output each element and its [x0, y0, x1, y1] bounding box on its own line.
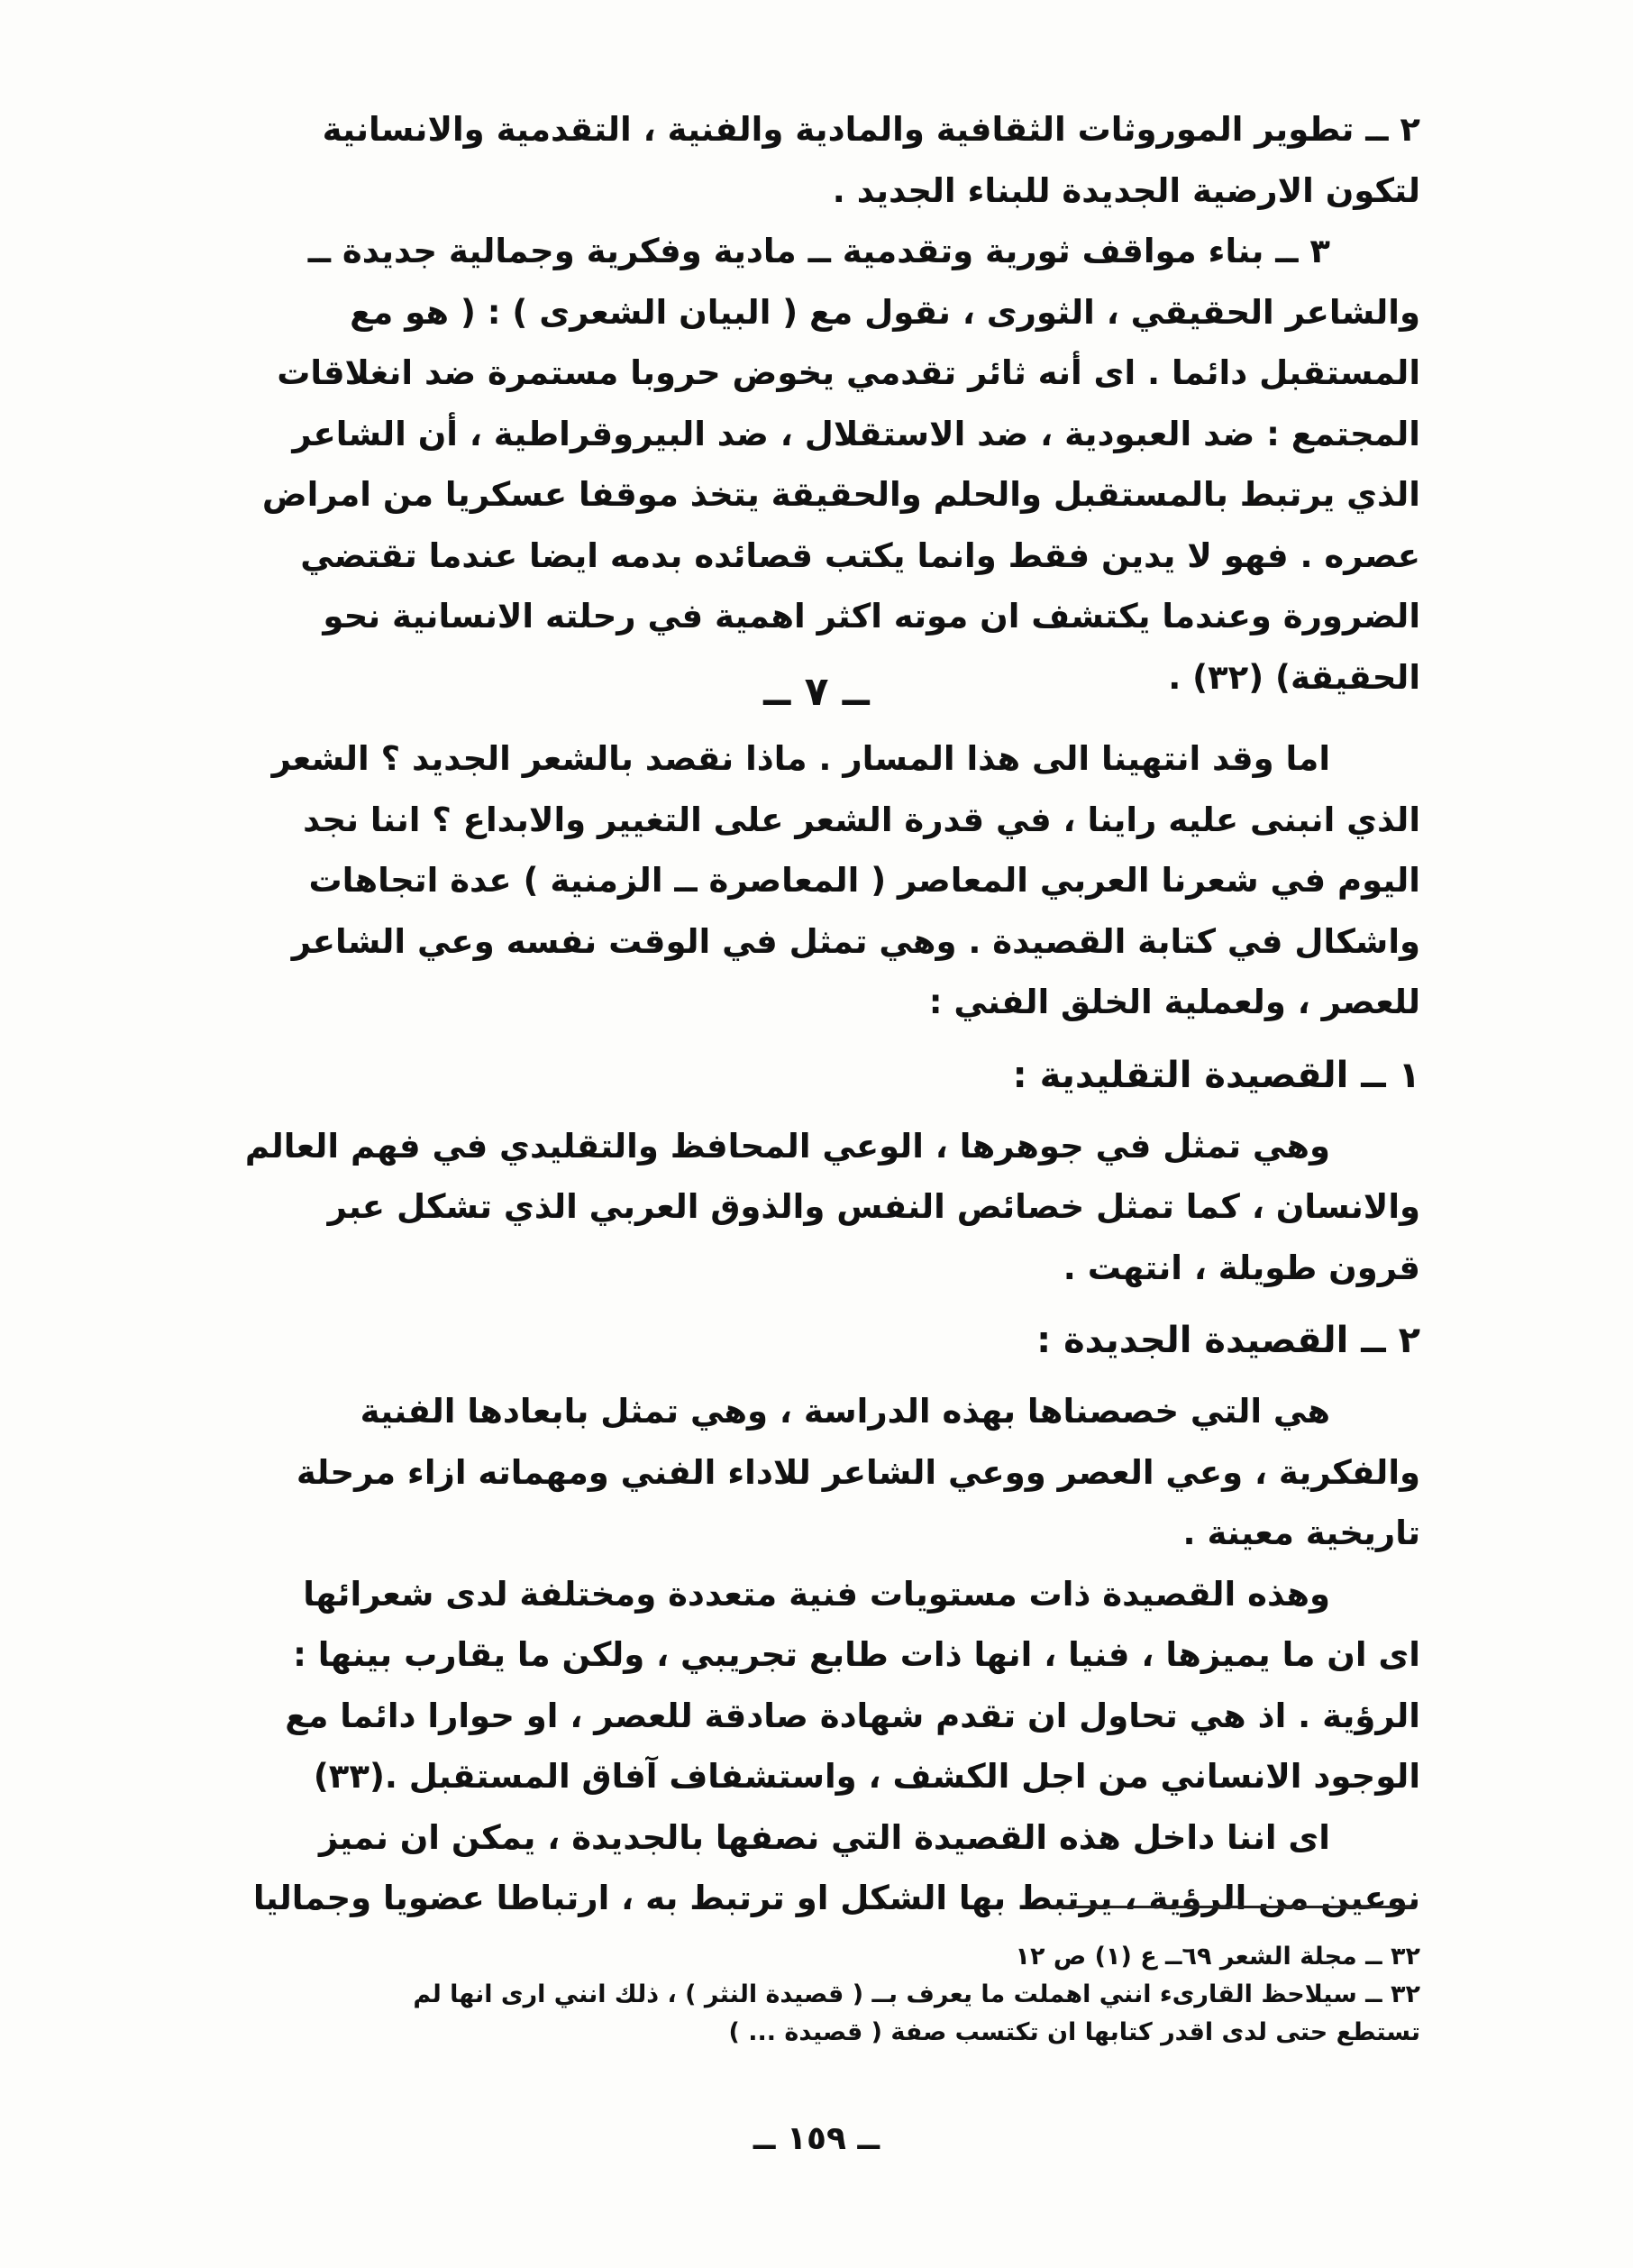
text-line: هي التي خصصناها بهذه الدراسة ، وهي تمثل بابعادها الفنية	[360, 1392, 1330, 1431]
text-line: اى اننا داخل هذه القصيدة التي نصفها بالجديدة ، يمكن ان نميز	[319, 1817, 1330, 1857]
heading-new-poem: ٢ ــ القصيدة الجديدة :	[1036, 1320, 1420, 1361]
text-line: للعصر ، ولعملية الخلق الفني :	[928, 983, 1420, 1021]
text-line: والانسان ، كما تمثل خصائص النفس والذوق العربي الذي تشكل عبر	[327, 1187, 1420, 1226]
text-line: الذي يرتبط بالمستقبل والحلم والحقيقة يتخذ موقفا عسكريا من امراض	[261, 475, 1420, 514]
text-line: المجتمع : ضد العبودية ، ضد الاستقلال ، ضد البيروقراطية ، أن الشاعر	[292, 414, 1420, 453]
page-number: ــ ١٥٩ ــ	[753, 2120, 880, 2157]
body-text-main	[213, 728, 1420, 1929]
heading-traditional-poem: ١ ــ القصيدة التقليدية :	[1012, 1054, 1420, 1096]
text-line: الحقيقة) (٣٢) .	[1168, 657, 1420, 697]
text-line: قرون طويلة ، انتهت .	[1063, 1248, 1420, 1287]
text-line: ٢ ــ تطوير الموروثات الثقافية والمادية والفنية ، التقدمية والانسانية	[322, 110, 1420, 149]
text-line: والشاعر الحقيقي ، الثورى ، نقول مع ( البيان الشعرى ) : ( هو مع	[350, 292, 1420, 332]
text-line: ٣ ــ بناء مواقف ثورية وتقدمية ــ مادية وفكرية وجمالية جديدة ــ	[307, 232, 1330, 270]
text-line: وهي تمثل في جوهرها ، الوعي المحافظ والتقليدي في فهم العالم	[244, 1126, 1330, 1166]
text-line: الرؤية . اذ هي تحاول ان تقدم شهادة صادقة للعصر ، او حوارا دائما مع	[285, 1696, 1420, 1735]
text-line: اليوم في شعرنا العربي المعاصر ( المعاصرة ــ الزمنية ) عدة اتجاهات	[308, 861, 1420, 900]
footnote: ٣٢ ــ مجلة الشعر ٦٩ــ ع (١) ص ١٢	[1015, 1943, 1420, 1971]
text-line: والفكرية ، وعي العصر ووعي الشاعر للاداء الفني ومهماته ازاء مرحلة	[296, 1452, 1420, 1492]
section-number: ــ ٧ ــ	[763, 669, 870, 715]
text-line: تاريخية معينة .	[1182, 1514, 1420, 1552]
text-line: الضرورة وعندما يكتشف ان موته اكثر اهمية في رحلته الانسانية نحو	[323, 597, 1420, 636]
text-line: الوجود الانساني من اجل الكشف ، واستشفاف آفاق المستقبل .(٣٣)	[313, 1757, 1420, 1796]
body-text-top	[213, 99, 1420, 708]
text-line: اما وقد انتهينا الى هذا المسار . ماذا نقصد بالشعر الجديد ؟ الشعر	[271, 739, 1330, 778]
text-line: اى ان ما يميزها ، فنيا ، انها ذات طابع تجريبي ، ولكن ما يقارب بينها :	[293, 1635, 1420, 1674]
footnote-divider	[1054, 1906, 1415, 1908]
footnote: ٣٢ ــ سيلاحظ القارىء انني اهملت ما يعرف بــ ( قصيدة النثر ) ، ذلك انني ارى انها لم	[413, 1980, 1420, 2008]
footnotes	[213, 1938, 1420, 2052]
text-line: المستقبل دائما . اى أنه ثائر تقدمي يخوض حروبا مستمرة ضد انغلاقات	[277, 353, 1420, 392]
text-line: نوعين من الرؤية ، يرتبط بها الشكل او ترتبط به ، ارتباطا عضويا وجماليا	[252, 1879, 1420, 1917]
text-line: الذي انبنى عليه راينا ، في قدرة الشعر على التغيير والابداع ؟ اننا نجد	[303, 800, 1420, 839]
text-line: واشكال في كتابة القصيدة . وهي تمثل في الوقت نفسه وعي الشاعر	[291, 921, 1420, 961]
text-line: عصره . فهو لا يدين فقط وانما يكتب قصائده بدمه ايضا عندما تقتضي	[300, 535, 1420, 575]
text-line: لتكون الارضية الجديدة للبناء الجديد .	[832, 170, 1420, 210]
footnote: تستطع حتى لدى اقدر كتابها ان تكتسب صفة ( قصيدة ... )	[728, 2018, 1420, 2046]
text-line: وهذه القصيدة ذات مستويات فنية متعددة ومختلفة لدى شعرائها	[303, 1574, 1330, 1614]
